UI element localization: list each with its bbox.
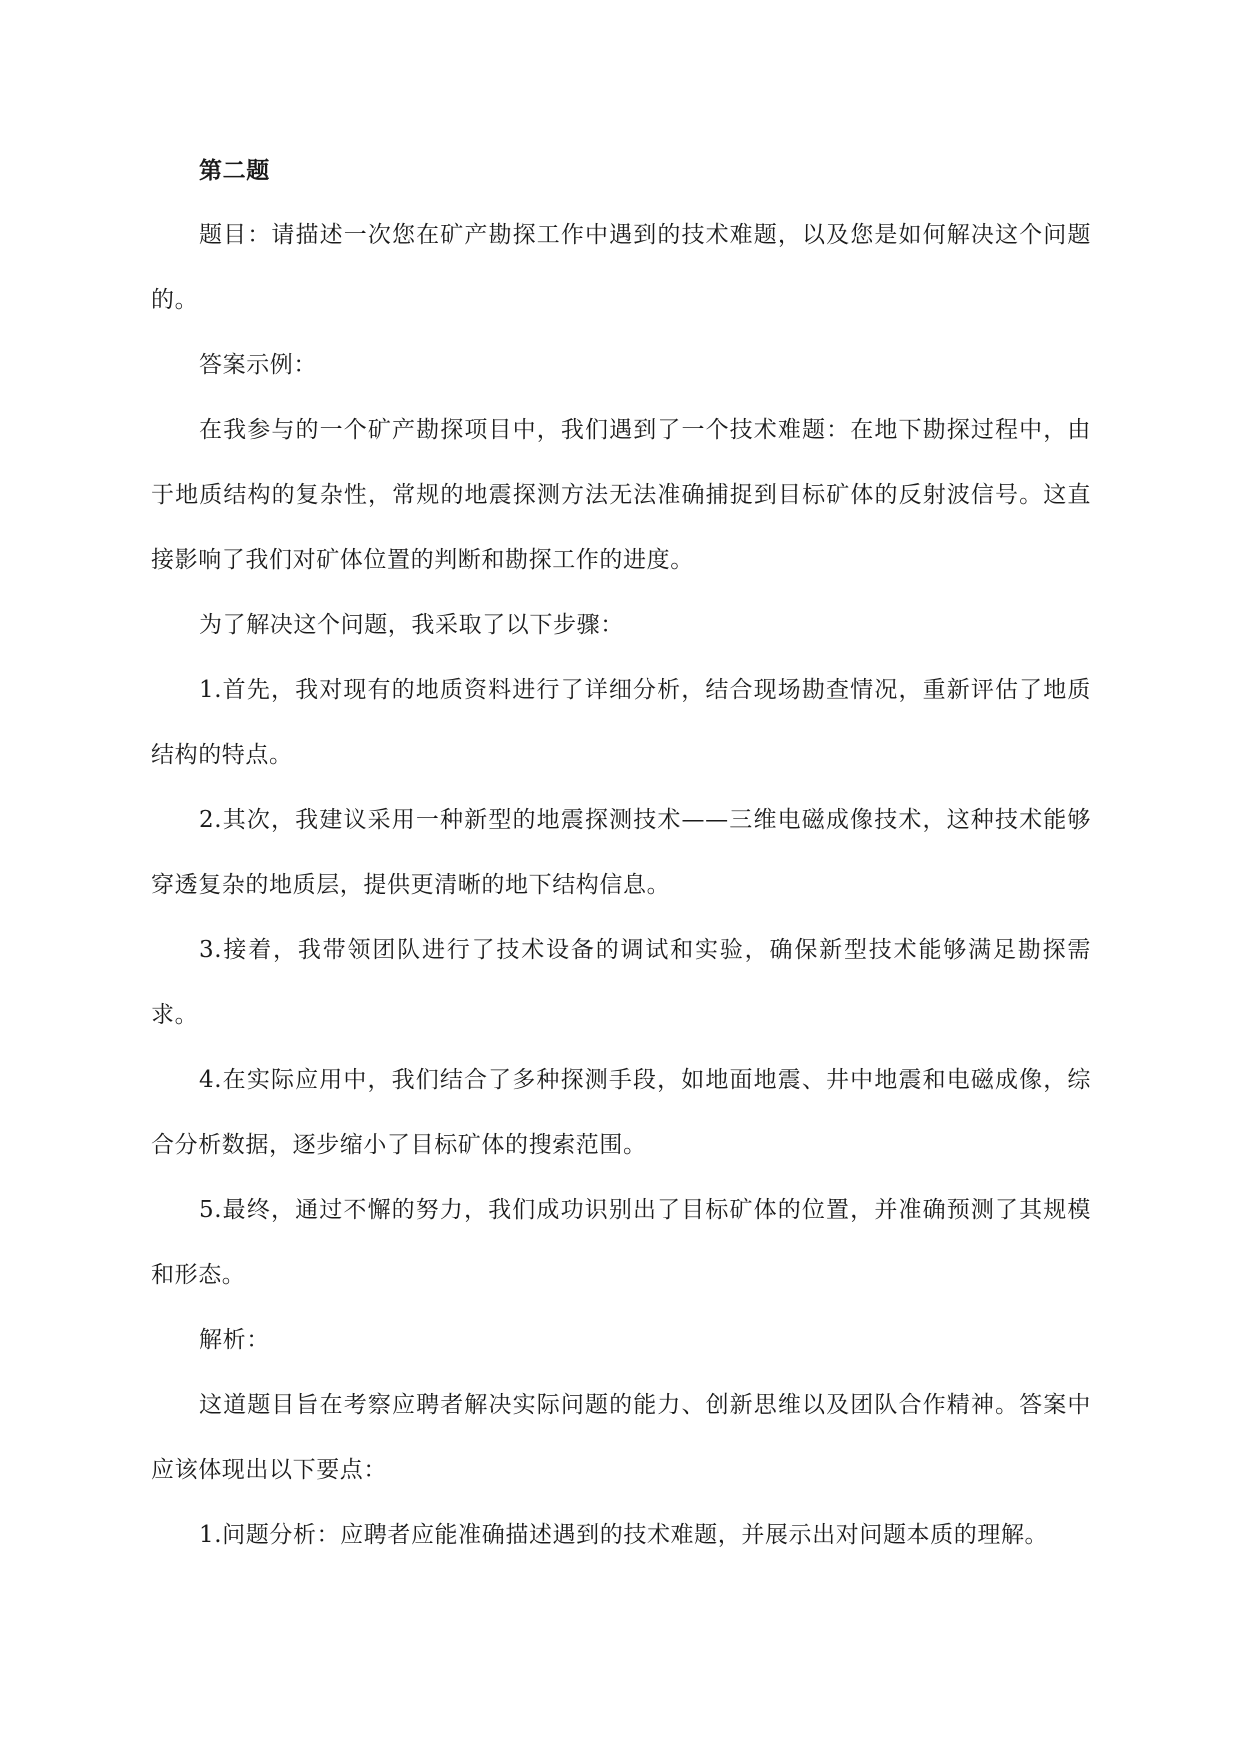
answer-paragraph-steps-intro: 为了解决这个问题，我采取了以下步骤： xyxy=(199,612,624,638)
answer-step-4: 4.在实际应用中，我们结合了多种探测手段，如地面地震、井中地震和电磁成像，综合分析数据，逐步缩小了目标矿体的搜索范围。 xyxy=(151,1067,1091,1158)
analysis-point-1: 1.问题分析：应聘者应能准确描述遇到的技术难题，并展示出对问题本质的理解。 xyxy=(199,1522,1049,1548)
question-text: 题目：请描述一次您在矿产勘探工作中遇到的技术难题，以及您是如何解决这个问题的。 xyxy=(151,222,1091,313)
answer-paragraph-context: 在我参与的一个矿产勘探项目中，我们遇到了一个技术难题：在地下勘探过程中，由于地质结构的复杂性，常规的地震探测方法无法准确捕捉到目标矿体的反射波信号。这直接影响了我们对矿体位置的判断和勘探工作的进度。 xyxy=(151,417,1091,573)
answer-label: 答案示例： xyxy=(199,352,317,378)
answer-step-5: 5.最终，通过不懈的努力，我们成功识别出了目标矿体的位置，并准确预测了其规模和形态。 xyxy=(151,1197,1091,1288)
answer-step-1: 1.首先，我对现有的地质资料进行了详细分析，结合现场勘查情况，重新评估了地质结构的特点。 xyxy=(151,677,1091,768)
document-body xyxy=(151,138,1091,1568)
answer-step-2: 2.其次，我建议采用一种新型的地震探测技术——三维电磁成像技术，这种技术能够穿透复杂的地质层，提供更清晰的地下结构信息。 xyxy=(151,807,1091,898)
analysis-label: 解析： xyxy=(199,1327,270,1353)
analysis-paragraph-intro: 这道题目旨在考察应聘者解决实际问题的能力、创新思维以及团队合作精神。答案中应该体现出以下要点： xyxy=(151,1392,1091,1483)
answer-step-3: 3.接着，我带领团队进行了技术设备的调试和实验，确保新型技术能够满足勘探需求。 xyxy=(151,937,1091,1028)
question-heading: 第二题 xyxy=(199,157,270,184)
